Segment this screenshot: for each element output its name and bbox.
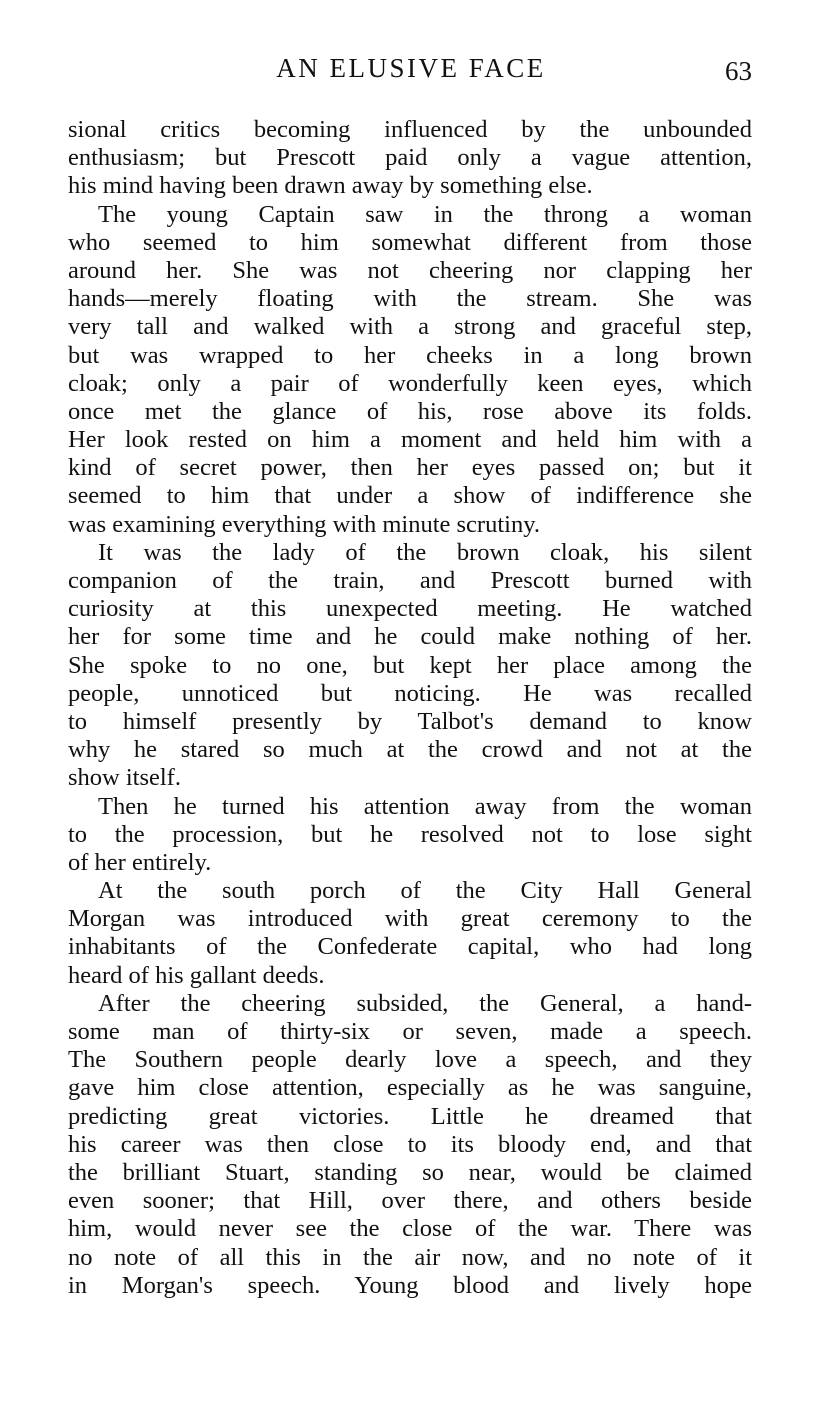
text-line: but was wrapped to her cheeks in a long brown xyxy=(68,341,752,369)
text-line: his mind having been drawn away by something else. xyxy=(68,172,593,200)
text-line: After the cheering subsided, the General, a hand- xyxy=(98,989,752,1017)
text-line: his career was then close to its bloody end, and that xyxy=(68,1130,752,1158)
text-line: the brilliant Stuart, standing so near, would be claimed xyxy=(68,1158,752,1186)
text-line: Then he turned his attention away from the woman xyxy=(98,792,752,820)
text-line: She spoke to no one, but kept her place among the xyxy=(68,651,752,679)
text-line: predicting great victories. Little he dreamed that xyxy=(68,1102,752,1130)
text-line: seemed to him that under a show of indifference she xyxy=(68,482,752,510)
page-number: 63 xyxy=(725,56,752,86)
text-line: around her. She was not cheering nor clapping her xyxy=(68,256,752,284)
text-line: hands—merely floating with the stream. She was xyxy=(68,285,752,313)
text-line: kind of secret power, then her eyes passed on; but it xyxy=(68,454,752,482)
text-line: no note of all this in the air now, and no note of it xyxy=(68,1243,752,1271)
text-line: heard of his gallant deeds. xyxy=(68,961,325,989)
text-line: cloak; only a pair of wonderfully keen eyes, which xyxy=(68,369,752,397)
text-line: to the procession, but he resolved not to lose sight xyxy=(68,820,752,848)
text-line: to himself presently by Talbot's demand to know xyxy=(68,707,752,735)
text-line: why he stared so much at the crowd and not at the xyxy=(68,736,752,764)
text-line: curiosity at this unexpected meeting. He watched xyxy=(68,595,752,623)
text-line: very tall and walked with a strong and graceful step, xyxy=(68,313,752,341)
text-line: gave him close attention, especially as he was sanguine, xyxy=(68,1074,752,1102)
text-line: was examining everything with minute scrutiny. xyxy=(68,510,540,538)
text-line: him, would never see the close of the war. There was xyxy=(68,1215,752,1243)
text-line: in Morgan's speech. Young blood and lively hope xyxy=(68,1271,752,1299)
text-line: It was the lady of the brown cloak, his silent xyxy=(98,538,752,566)
text-line: Morgan was introduced with great ceremony to the xyxy=(68,905,752,933)
text-line: inhabitants of the Confederate capital, who had long xyxy=(68,933,752,961)
text-line: her for some time and he could make nothing of her. xyxy=(68,623,752,651)
running-title: AN ELUSIVE FACE xyxy=(276,53,546,83)
text-line: even sooner; that Hill, over there, and others beside xyxy=(68,1187,752,1215)
text-line: The young Captain saw in the throng a woman xyxy=(98,200,752,228)
text-line: of her entirely. xyxy=(68,848,212,876)
running-head xyxy=(68,50,754,86)
text-line: who seemed to him somewhat different from those xyxy=(68,228,752,256)
body-text xyxy=(68,116,752,1300)
text-line: The Southern people dearly love a speech, and they xyxy=(68,1046,752,1074)
text-line: some man of thirty-six or seven, made a speech. xyxy=(68,1018,752,1045)
text-line: show itself. xyxy=(68,764,181,792)
text-line: once met the glance of his, rose above its folds. xyxy=(68,397,752,425)
text-line: enthusiasm; but Prescott paid only a vague attention, xyxy=(68,144,752,172)
text-line: people, unnoticed but noticing. He was recalled xyxy=(68,679,752,707)
text-line: At the south porch of the City Hall General xyxy=(98,877,752,905)
text-line: companion of the train, and Prescott burned with xyxy=(68,567,752,594)
text-line: sional critics becoming influenced by the unbounded xyxy=(68,116,752,143)
text-line: Her look rested on him a moment and held him with a xyxy=(68,426,752,454)
